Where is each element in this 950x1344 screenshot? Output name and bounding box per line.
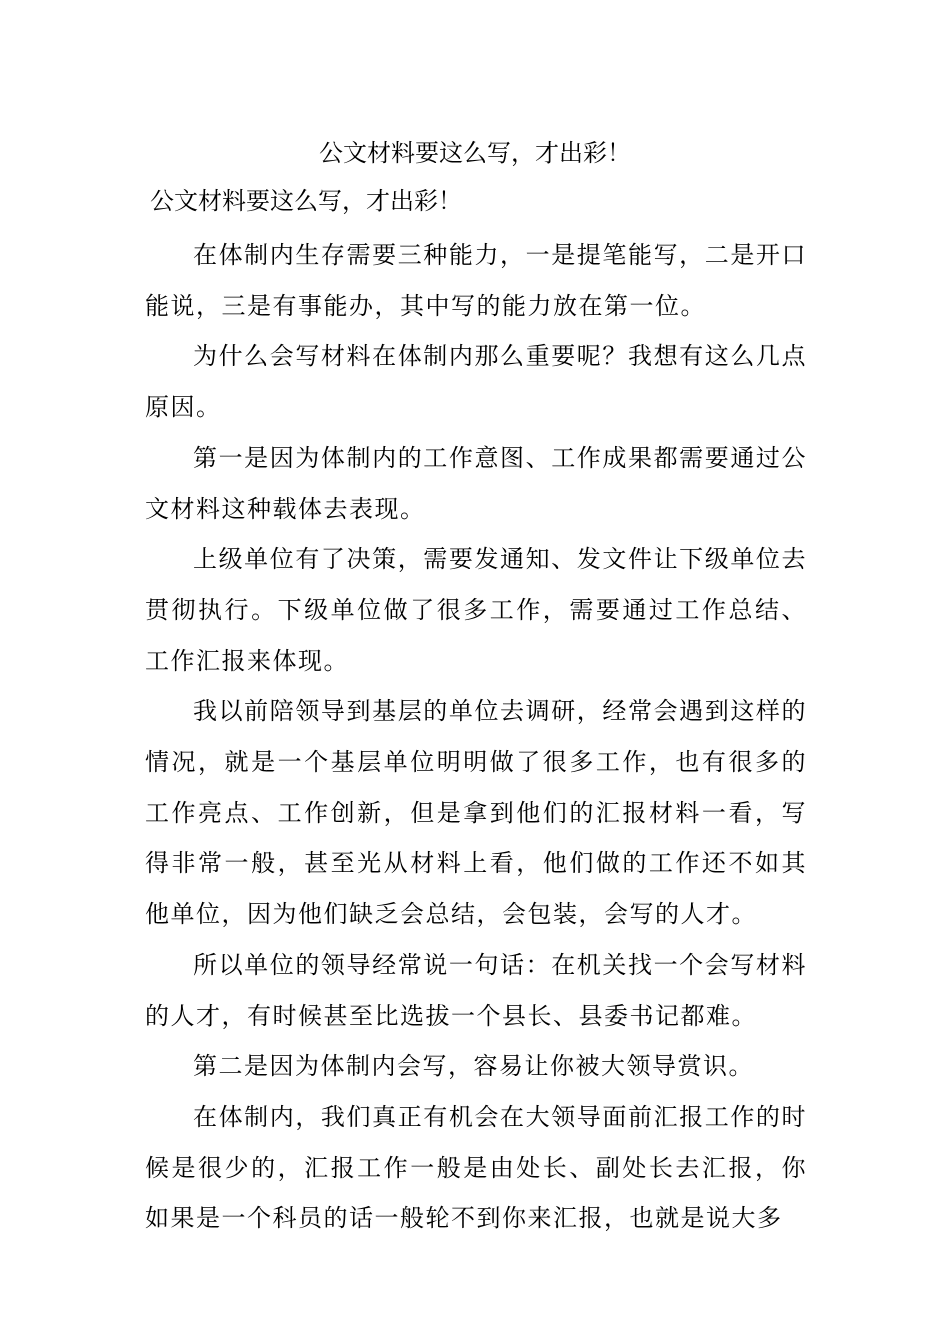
paragraph: 上级单位有了决策，需要发通知、发文件让下级单位去贯彻执行。下级单位做了很多工作，需要通过工作总结、工作汇报来体现。 xyxy=(145,545,807,675)
document-subtitle: 公文材料要这么写，才出彩！ xyxy=(150,187,462,215)
document-body xyxy=(145,230,807,1244)
paragraph: 第一是因为体制内的工作意图、工作成果都需要通过公文材料这种载体去表现。 xyxy=(145,443,807,523)
document-title: 公文材料要这么写，才出彩！ xyxy=(319,139,631,167)
paragraph: 所以单位的领导经常说一句话：在机关找一个会写材料的人才，有时候甚至比选拔一个县长、县委书记都难。 xyxy=(145,950,807,1030)
paragraph: 在体制内生存需要三种能力，一是提笔能写，二是开口能说，三是有事能办，其中写的能力放在第一位。 xyxy=(145,241,807,320)
paragraph: 为什么会写材料在体制内那么重要呢？我想有这么几点原因。 xyxy=(145,342,807,422)
paragraph: 第二是因为体制内会写，容易让你被大领导赏识。 xyxy=(193,1052,754,1081)
paragraph: 我以前陪领导到基层的单位去调研，经常会遇到这样的情况，就是一个基层单位明明做了很多工作，也有很多的工作亮点、工作创新，但是拿到他们的汇报材料一看，写得非常一般，甚至光从材料上看，他们做的工作还不如其他单位，因为他们缺乏会总结，会包装，会写的人才。 xyxy=(145,697,807,929)
paragraph: 在体制内，我们真正有机会在大领导面前汇报工作的时候是很少的，汇报工作一般是由处长、副处长去汇报，你如果是一个科员的话一般轮不到你来汇报，也就是说大多 xyxy=(145,1102,807,1233)
